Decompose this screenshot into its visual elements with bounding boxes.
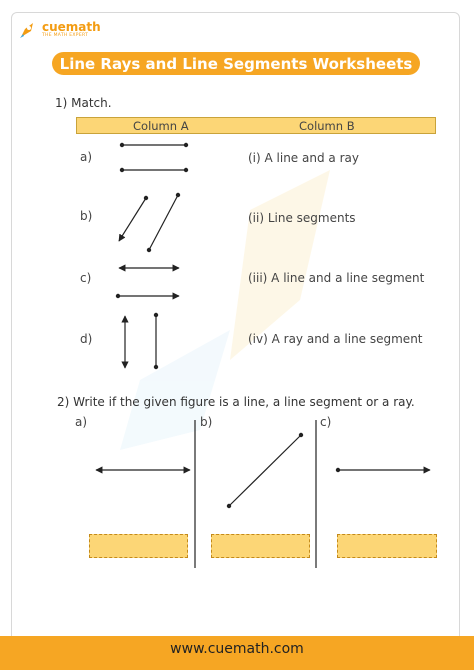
figure-a-segments xyxy=(120,143,187,171)
q2-part-a-label: a) xyxy=(75,415,88,429)
footer-url[interactable]: www.cuemath.com xyxy=(170,641,304,657)
q2-prompt: 2) Write if the given figure is a line, a line segment or a ray. xyxy=(57,395,415,409)
answer-box-a[interactable] xyxy=(89,534,188,558)
figure-2c-ray xyxy=(336,468,430,471)
footer-bar xyxy=(0,636,474,670)
q2-part-c-label: c) xyxy=(320,415,332,429)
q2-part-b-label: b) xyxy=(200,415,213,429)
answer-box-b[interactable] xyxy=(211,534,310,558)
row-label-a: a) xyxy=(80,150,93,164)
match-option-ii: (ii) Line segments xyxy=(248,211,356,225)
figure-b-ray-segment xyxy=(119,193,180,251)
row-label-b: b) xyxy=(80,209,93,223)
row-label-c: c) xyxy=(80,271,92,285)
figure-2b-segment xyxy=(227,433,302,507)
column-b-header: Column B xyxy=(299,119,355,133)
figure-d-line-segment xyxy=(125,313,158,368)
match-option-iv: (iv) A ray and a line segment xyxy=(248,332,423,346)
page-title: Line Rays and Line Segments Worksheets xyxy=(59,54,413,73)
answer-box-c[interactable] xyxy=(337,534,437,558)
match-option-i: (i) A line and a ray xyxy=(248,151,359,165)
match-option-iii: (iii) A line and a line segment xyxy=(248,271,425,285)
column-a-header: Column A xyxy=(133,119,189,133)
brand-name: cuemath xyxy=(42,20,101,34)
figure-c-line-ray xyxy=(116,268,179,298)
row-label-d: d) xyxy=(80,332,93,346)
brand-tagline: THE MATH EXPERT xyxy=(42,33,89,38)
q1-prompt: 1) Match. xyxy=(55,96,112,110)
